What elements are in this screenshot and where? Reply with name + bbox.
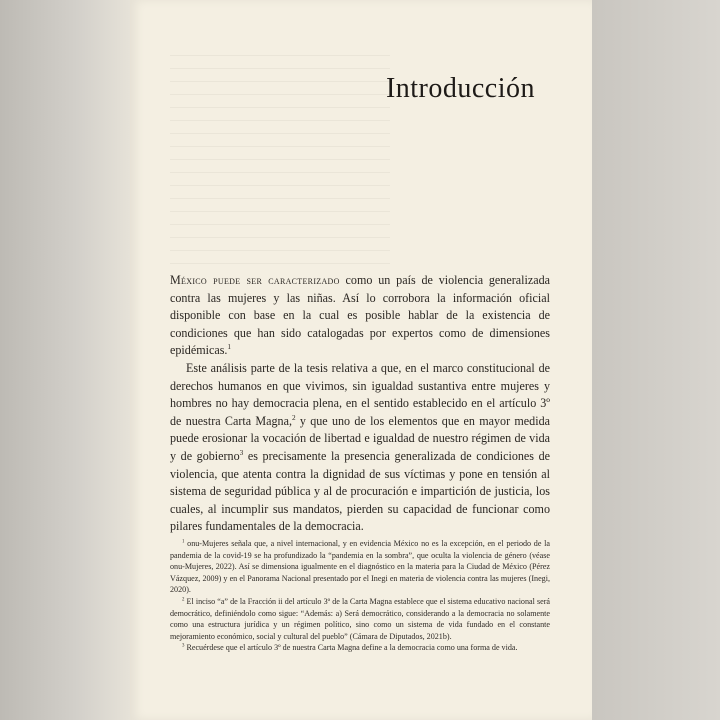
body-text: [170, 272, 550, 536]
paragraph-lead: México puede ser caracterizado: [170, 273, 340, 287]
footnote-3: [170, 642, 550, 654]
footnote-1: [170, 538, 550, 596]
footnote-number: 3: [182, 643, 185, 649]
paragraph-1: [170, 272, 550, 360]
chapter-title: Introducción: [385, 73, 535, 104]
footnote-ref: 2: [291, 413, 296, 422]
footnote-number: 2: [182, 597, 185, 603]
footnotes: [170, 538, 550, 654]
footnote-ref: 3: [239, 448, 244, 457]
footnote-ref: 1: [227, 343, 232, 352]
footnote-text: onu-Mujeres señala que, a nivel internacional, y en evidencia México no es la excepción, en el periodo de la pandemia de la covid-19 se ha profundizado la “pandemia en la sombra”, que oculta la violencia de género (véase onu-Mujeres, 2022). Así se dimensiona igualmente en el diagnóstico en la materia para la Ciudad de México (Pérez Vázquez, 2009) y en el Panorama Nacional presentado por el Inegi en materia de violencia contra las mujeres (Inegi, 2020).: [170, 539, 550, 595]
paragraph-text: y que uno de los elementos que en mayor medida puede erosionar la vocación de libertad e igualdad de nuestro régimen de vida y de gobierno: [170, 413, 550, 463]
footnote-number: 1: [182, 539, 185, 545]
paragraph-text: es precisamente la presencia generalizada de condiciones de violencia, que atenta contra la dignidad de sus víctimas y pone en tensión al sistema de seguridad pública y al de procuración e impartición de justicia, los cuales, al incumplir sus mandatos, pierden su capacidad de funcionar como pilares fundamentales de la democracia.: [170, 448, 550, 534]
footnote-text: El inciso “a” de la Fracción ii del artículo 3º de la Carta Magna establece que el sistema educativo nacional será democrático, definiéndolo como sigue: “Además: a) Será democrático, considerando a la democracia no solamente como una estructura jurídica y un régimen político, sino como un sistema de vida fundado en el constante mejoramiento económico, social y cultural del pueblo” (Cámara de Diputados, 2021b).: [170, 596, 550, 641]
footnote-2: [170, 596, 550, 642]
footnote-text: Recuérdese que el artículo 3º de nuestra Carta Magna define a la democracia como una forma de vida.: [184, 643, 518, 653]
right-background: [592, 0, 720, 720]
show-through-text: [170, 55, 390, 275]
paragraph-text: Este análisis parte de la tesis relativa a que, en el marco constitucional de derechos humanos en que vivimos, sin igualdad sustantiva entre mujeres y hombres no hay democracia plena, en el sentido establecido en el artículo 3º de nuestra Carta Magna,: [170, 360, 550, 428]
left-background: [0, 0, 130, 720]
paragraph-2: [170, 360, 550, 536]
paragraph-text: como un país de violencia generalizada contra las mujeres y las niñas. Así lo corrobora la información oficial disponible con base en la cual es posible hablar de la existencia de condiciones que han sido catalogadas por expertos como de dimensiones epidémicas.: [170, 273, 550, 358]
